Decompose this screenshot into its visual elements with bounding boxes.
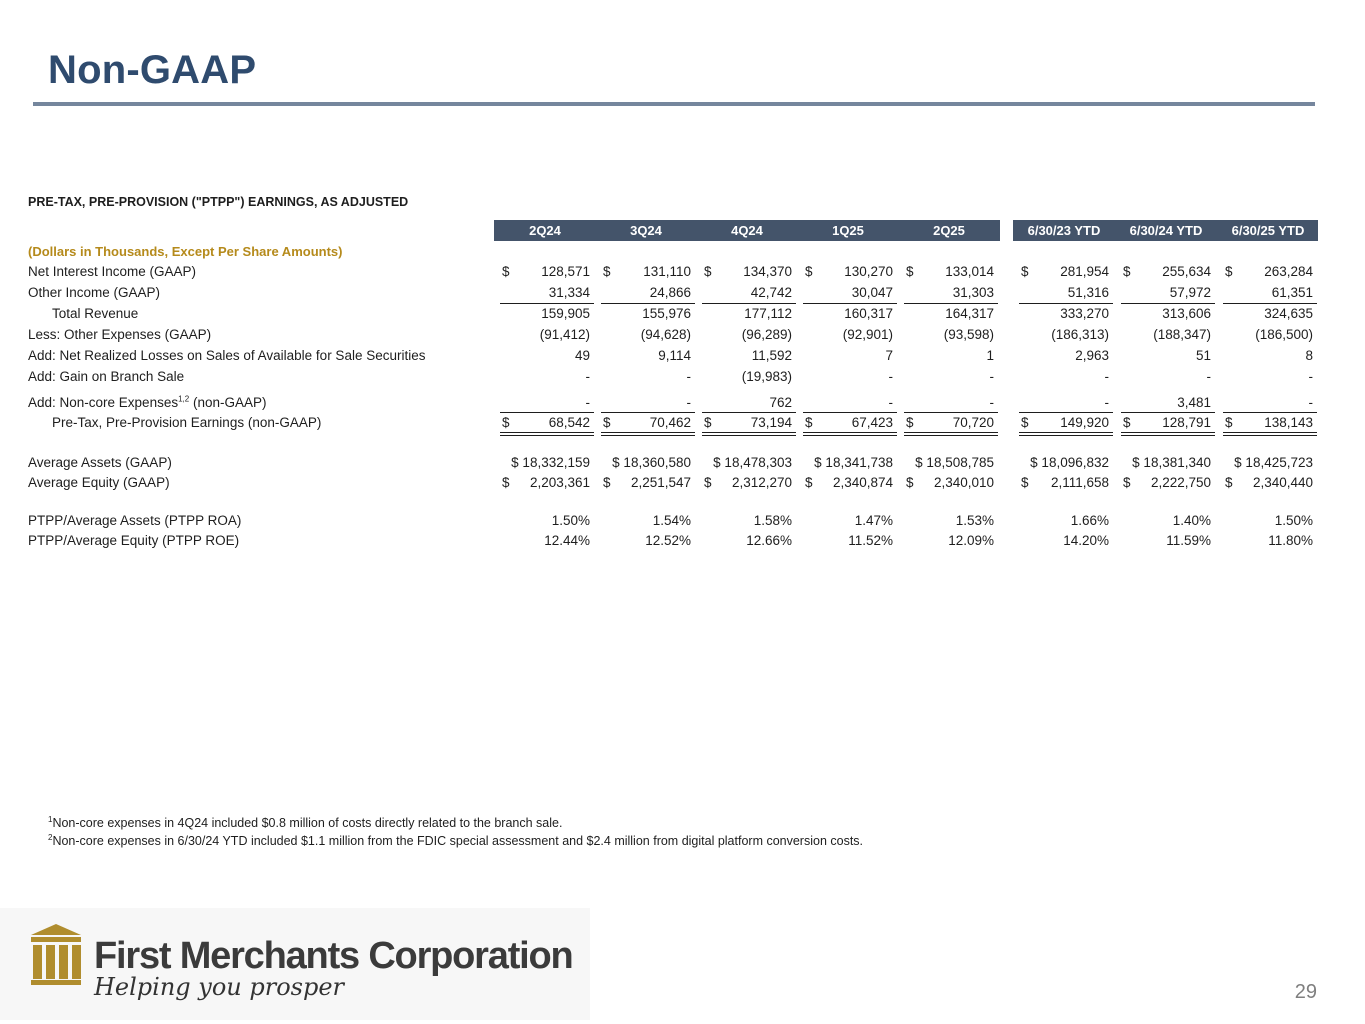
currency-symbol: $ [704, 475, 712, 490]
cell-value: 138,143 [1264, 415, 1313, 430]
cell-value: $ 18,332,159 [511, 455, 590, 470]
table-cell [902, 348, 998, 366]
table-cell [1221, 306, 1317, 324]
table-cell [1017, 348, 1113, 366]
currency-symbol: $ [906, 264, 914, 279]
cell-value: (186,500) [1255, 327, 1313, 342]
cell-value: 131,110 [643, 264, 691, 279]
table-cell [1017, 475, 1113, 493]
cell-value: 51,316 [1067, 285, 1109, 300]
table-cell [801, 264, 897, 282]
table-cell [902, 285, 998, 303]
cell-value: 61,351 [1271, 285, 1313, 300]
cell-value: 2,203,361 [529, 475, 590, 490]
cell-value: 2,340,874 [832, 475, 893, 490]
cell-value: 68,542 [548, 415, 590, 430]
footnote-marker: 2 [48, 832, 53, 842]
company-tagline: Helping you prosper [94, 973, 345, 1001]
row-label [28, 475, 170, 490]
cell-value: (188,347) [1153, 327, 1211, 342]
cell-value: 42,742 [750, 285, 792, 300]
cell-value: 51 [1195, 348, 1211, 363]
cell-value: 2,340,010 [933, 475, 994, 490]
table-cell [700, 348, 796, 366]
cell-value: 1.40% [1172, 513, 1211, 528]
table-cell [1221, 327, 1317, 345]
cell-value: 1.50% [551, 513, 590, 528]
table-cell [1119, 455, 1215, 473]
total-rule [803, 435, 897, 436]
cell-value: 12.09% [948, 533, 994, 548]
table-cell [498, 306, 594, 324]
total-rule [500, 303, 594, 304]
table-cell [599, 264, 695, 282]
table-cell [498, 395, 594, 413]
row-label-text: Pre-Tax, Pre-Provision Earnings (non-GAAP) [52, 415, 322, 430]
table-cell [599, 369, 695, 387]
row-label-text: Net Interest Income (GAAP) [28, 264, 197, 279]
total-rule [1223, 412, 1317, 413]
cell-value: 11.80% [1268, 533, 1313, 548]
table-cell [1119, 327, 1215, 345]
table-cell [1119, 533, 1215, 551]
row-label [28, 455, 172, 470]
table-cell [902, 513, 998, 531]
cell-value: - [686, 395, 691, 410]
table-cell [801, 348, 897, 366]
cell-value: - [1104, 369, 1109, 384]
cell-value: 155,976 [642, 306, 691, 321]
table-cell [700, 513, 796, 531]
column-header: 4Q24 [731, 223, 763, 238]
currency-symbol: $ [1123, 264, 1131, 279]
cell-value: 324,635 [1264, 306, 1313, 321]
total-rule [500, 432, 594, 433]
currency-symbol: $ [805, 475, 813, 490]
table-cell [599, 513, 695, 531]
cell-value: 3,481 [1177, 395, 1211, 410]
table-cell [1221, 285, 1317, 303]
total-rule [1019, 432, 1113, 433]
total-rule [803, 412, 897, 413]
row-label-text: Add: Gain on Branch Sale [28, 369, 185, 384]
currency-symbol: $ [603, 264, 611, 279]
total-rule [601, 303, 695, 304]
currency-symbol: $ [1123, 415, 1131, 430]
cell-value: 128,571 [541, 264, 590, 279]
table-cell [700, 306, 796, 324]
total-rule [904, 435, 998, 436]
table-cell [801, 327, 897, 345]
table-cell [700, 395, 796, 413]
cell-value: 130,270 [844, 264, 893, 279]
total-rule [702, 435, 796, 436]
cell-value: - [989, 395, 994, 410]
cell-value: 1.54% [652, 513, 691, 528]
column-header: 6/30/23 YTD [1027, 223, 1101, 238]
cell-value: 11.59% [1166, 533, 1211, 548]
cell-value: - [888, 369, 893, 384]
row-label-suffix: (non-GAAP) [189, 395, 267, 410]
currency-symbol: $ [1225, 264, 1233, 279]
table-cell [498, 475, 594, 493]
cell-value: 177,112 [744, 306, 792, 321]
cell-value: $ 18,381,340 [1132, 455, 1211, 470]
cell-value: $ 18,096,832 [1030, 455, 1109, 470]
table-cell [1017, 369, 1113, 387]
cell-value: 133,014 [945, 264, 994, 279]
total-rule [904, 412, 998, 413]
row-label-text: PTPP/Average Assets (PTPP ROA) [28, 513, 242, 528]
total-rule [1121, 303, 1215, 304]
table-cell [1017, 455, 1113, 473]
cell-value: - [686, 369, 691, 384]
cell-value: 281,954 [1060, 264, 1109, 279]
currency-symbol: $ [1021, 264, 1029, 279]
cell-value: 164,317 [945, 306, 994, 321]
cell-value: 70,720 [952, 415, 994, 430]
cell-value: 333,270 [1060, 306, 1109, 321]
footnote-reference: 1,2 [178, 394, 190, 404]
cell-value: $ 18,425,723 [1234, 455, 1313, 470]
table-cell [1017, 264, 1113, 282]
currency-symbol: $ [1123, 475, 1131, 490]
cell-value: 2,222,750 [1150, 475, 1211, 490]
total-rule [904, 303, 998, 304]
currency-symbol: $ [805, 415, 813, 430]
currency-symbol: $ [704, 264, 712, 279]
cell-value: 255,634 [1162, 264, 1211, 279]
cell-value: - [1308, 369, 1313, 384]
currency-symbol: $ [704, 415, 712, 430]
cell-value: $ 18,360,580 [612, 455, 691, 470]
currency-symbol: $ [502, 475, 510, 490]
cell-value: (186,313) [1051, 327, 1109, 342]
cell-value: 2,251,547 [630, 475, 691, 490]
row-label [28, 264, 196, 279]
table-cell [1119, 348, 1215, 366]
cell-value: $ 18,478,303 [713, 455, 792, 470]
column-header: 6/30/24 YTD [1129, 223, 1203, 238]
cell-value: 1.58% [753, 513, 792, 528]
table-cell [599, 348, 695, 366]
total-rule [1223, 303, 1317, 304]
table-cell [902, 475, 998, 493]
cell-value: $ 18,508,785 [915, 455, 994, 470]
total-rule [1121, 412, 1215, 413]
table-cell [801, 369, 897, 387]
cell-value: (93,598) [943, 327, 994, 342]
total-rule [601, 435, 695, 436]
table-cell [599, 415, 695, 433]
table-cell [1119, 513, 1215, 531]
cell-value: 8 [1305, 348, 1313, 363]
row-label [28, 327, 211, 342]
table-cell [902, 306, 998, 324]
cell-value: 14.20% [1063, 533, 1109, 548]
table-cell [801, 475, 897, 493]
cell-value: 30,047 [851, 285, 893, 300]
footnote-2 [48, 834, 863, 848]
table-cell [700, 533, 796, 551]
cell-value: (91,412) [539, 327, 590, 342]
cell-value: 67,423 [851, 415, 893, 430]
currency-symbol: $ [1021, 475, 1029, 490]
row-label-text: Other Income (GAAP) [28, 285, 161, 300]
cell-value: $ 18,341,738 [814, 455, 893, 470]
table-cell [1221, 513, 1317, 531]
table-cell [1221, 395, 1317, 413]
cell-value: 11.52% [848, 533, 893, 548]
cell-value: (96,289) [741, 327, 792, 342]
currency-symbol: $ [502, 264, 510, 279]
table-cell [700, 327, 796, 345]
cell-value: 12.44% [544, 533, 590, 548]
table-cell [498, 533, 594, 551]
row-label-text: Total Revenue [52, 306, 139, 321]
table-cell [902, 327, 998, 345]
row-label [28, 285, 160, 300]
cell-value: 2,312,270 [731, 475, 792, 490]
table-cell [1221, 533, 1317, 551]
column-header: 1Q25 [832, 223, 864, 238]
table-cell [1017, 415, 1113, 433]
table-cell [599, 306, 695, 324]
cell-value: 73,194 [750, 415, 792, 430]
table-cell [498, 285, 594, 303]
page-title: Non-GAAP [48, 48, 257, 92]
cell-value: - [1104, 395, 1109, 410]
cell-value: 57,972 [1169, 285, 1211, 300]
table-cell [1017, 513, 1113, 531]
table-cell [498, 348, 594, 366]
total-rule [702, 432, 796, 433]
table-cell [902, 415, 998, 433]
row-label-text: Average Assets (GAAP) [28, 455, 172, 470]
cell-value: 1.47% [854, 513, 893, 528]
total-rule [702, 412, 796, 413]
table-cell [1119, 285, 1215, 303]
row-label [52, 415, 321, 430]
cell-value: 1 [986, 348, 994, 363]
row-label [28, 395, 267, 410]
cell-value: 160,317 [844, 306, 893, 321]
table-cell [498, 513, 594, 531]
company-name: First Merchants Corporation [94, 935, 573, 977]
units-note: (Dollars in Thousands, Except Per Share Amounts) [28, 244, 343, 259]
cell-value: 9,114 [658, 348, 691, 363]
table-cell [599, 327, 695, 345]
cell-value: 134,370 [743, 264, 792, 279]
footnote-text: Non-core expenses in 6/30/24 YTD included $1.1 million from the FDIC special assessment and $2.4 million from digital platform conversion costs. [52, 834, 864, 848]
cell-value: 313,606 [1162, 306, 1211, 321]
cell-value: - [585, 395, 590, 410]
table-cell [801, 533, 897, 551]
table-cell [700, 369, 796, 387]
cell-value: 263,284 [1264, 264, 1313, 279]
table-cell [1119, 264, 1215, 282]
row-label-text: Add: Non-core Expenses [28, 395, 179, 410]
table-cell [801, 455, 897, 473]
table-cell [1221, 415, 1317, 433]
currency-symbol: $ [906, 475, 914, 490]
cell-value: - [888, 395, 893, 410]
cell-value: (94,628) [640, 327, 691, 342]
table-cell [902, 369, 998, 387]
column-header: 3Q24 [630, 223, 662, 238]
cell-value: - [989, 369, 994, 384]
table-cell [498, 455, 594, 473]
row-label-text: Average Equity (GAAP) [28, 475, 170, 490]
table-cell [801, 395, 897, 413]
table-cell [700, 415, 796, 433]
table-cell [498, 369, 594, 387]
cell-value: 12.66% [746, 533, 792, 548]
cell-value: - [1308, 395, 1313, 410]
table-cell [1119, 395, 1215, 413]
footnote-text: Non-core expenses in 4Q24 included $0.8 million of costs directly related to the branch sale. [52, 816, 563, 830]
table-cell [599, 455, 695, 473]
column-header: 2Q25 [933, 223, 965, 238]
total-rule [803, 432, 897, 433]
total-rule [500, 435, 594, 436]
currency-symbol: $ [603, 415, 611, 430]
table-cell [1221, 475, 1317, 493]
table-cell [1017, 327, 1113, 345]
table-cell [599, 475, 695, 493]
cell-value: - [585, 369, 590, 384]
currency-symbol: $ [906, 415, 914, 430]
table-cell [700, 475, 796, 493]
table-cell [801, 513, 897, 531]
total-rule [1121, 432, 1215, 433]
cell-value: 7 [885, 348, 893, 363]
total-rule [500, 412, 594, 413]
total-rule [904, 432, 998, 433]
footnote-marker: 1 [48, 814, 53, 824]
table-cell [1017, 395, 1113, 413]
row-label [28, 369, 184, 384]
total-rule [1019, 435, 1113, 436]
table-cell [599, 285, 695, 303]
currency-symbol: $ [603, 475, 611, 490]
table-cell [801, 415, 897, 433]
cell-value: 2,963 [1075, 348, 1109, 363]
row-label-text: Add: Net Realized Losses on Sales of Available for Sale Securities [28, 348, 426, 363]
total-rule [1223, 432, 1317, 433]
cell-value: (19,983) [741, 369, 792, 384]
currency-symbol: $ [1225, 475, 1233, 490]
row-label [28, 513, 241, 528]
row-label-text: PTPP/Average Equity (PTPP ROE) [28, 533, 240, 548]
table-cell [1221, 264, 1317, 282]
table-cell [801, 285, 897, 303]
table-title: PRE-TAX, PRE-PROVISION ("PTPP") EARNINGS, AS ADJUSTED [28, 195, 409, 209]
row-label [28, 348, 425, 363]
total-rule [1019, 303, 1113, 304]
table-cell [1119, 369, 1215, 387]
row-label [28, 533, 239, 548]
cell-value: 31,334 [548, 285, 590, 300]
row-label [52, 306, 138, 321]
table-cell [1221, 369, 1317, 387]
cell-value: 2,340,440 [1252, 475, 1313, 490]
cell-value: - [1206, 369, 1211, 384]
table-cell [1221, 348, 1317, 366]
table-cell [599, 533, 695, 551]
table-cell [498, 264, 594, 282]
total-rule [601, 412, 695, 413]
total-rule [803, 303, 897, 304]
table-cell [1017, 285, 1113, 303]
total-rule [1223, 435, 1317, 436]
currency-symbol: $ [805, 264, 813, 279]
cell-value: 24,866 [649, 285, 691, 300]
table-cell [1119, 306, 1215, 324]
column-header: 6/30/25 YTD [1231, 223, 1305, 238]
cell-value: 159,905 [541, 306, 590, 321]
cell-value: 2,111,658 [1050, 475, 1109, 490]
table-cell [801, 306, 897, 324]
table-cell [498, 415, 594, 433]
cell-value: 49 [574, 348, 590, 363]
total-rule [702, 303, 796, 304]
table-cell [1119, 415, 1215, 433]
cell-value: 70,462 [649, 415, 691, 430]
table-cell [902, 264, 998, 282]
table-cell [1119, 475, 1215, 493]
table-cell [700, 455, 796, 473]
table-cell [700, 264, 796, 282]
table-cell [902, 533, 998, 551]
title-divider [33, 102, 1315, 106]
currency-symbol: $ [502, 415, 510, 430]
cell-value: 762 [769, 395, 792, 410]
footnote-1 [48, 816, 562, 830]
table-cell [700, 285, 796, 303]
cell-value: 11,592 [751, 348, 792, 363]
row-label-text: Less: Other Expenses (GAAP) [28, 327, 212, 342]
cell-value: 12.52% [645, 533, 691, 548]
page-number: 29 [1294, 981, 1317, 1003]
cell-value: (92,901) [842, 327, 893, 342]
column-header: 2Q24 [529, 223, 561, 238]
table-cell [498, 327, 594, 345]
table-cell [599, 395, 695, 413]
cell-value: 31,303 [952, 285, 994, 300]
table-cell [902, 455, 998, 473]
table-cell [1017, 533, 1113, 551]
cell-value: 1.53% [955, 513, 994, 528]
total-rule [1019, 412, 1113, 413]
cell-value: 128,791 [1162, 415, 1211, 430]
cell-value: 1.50% [1274, 513, 1313, 528]
cell-value: 1.66% [1070, 513, 1109, 528]
total-rule [1121, 435, 1215, 436]
table-cell [1017, 306, 1113, 324]
total-rule [601, 432, 695, 433]
cell-value: 149,920 [1060, 415, 1109, 430]
currency-symbol: $ [1021, 415, 1029, 430]
currency-symbol: $ [1225, 415, 1233, 430]
table-cell [1221, 455, 1317, 473]
table-cell [902, 395, 998, 413]
